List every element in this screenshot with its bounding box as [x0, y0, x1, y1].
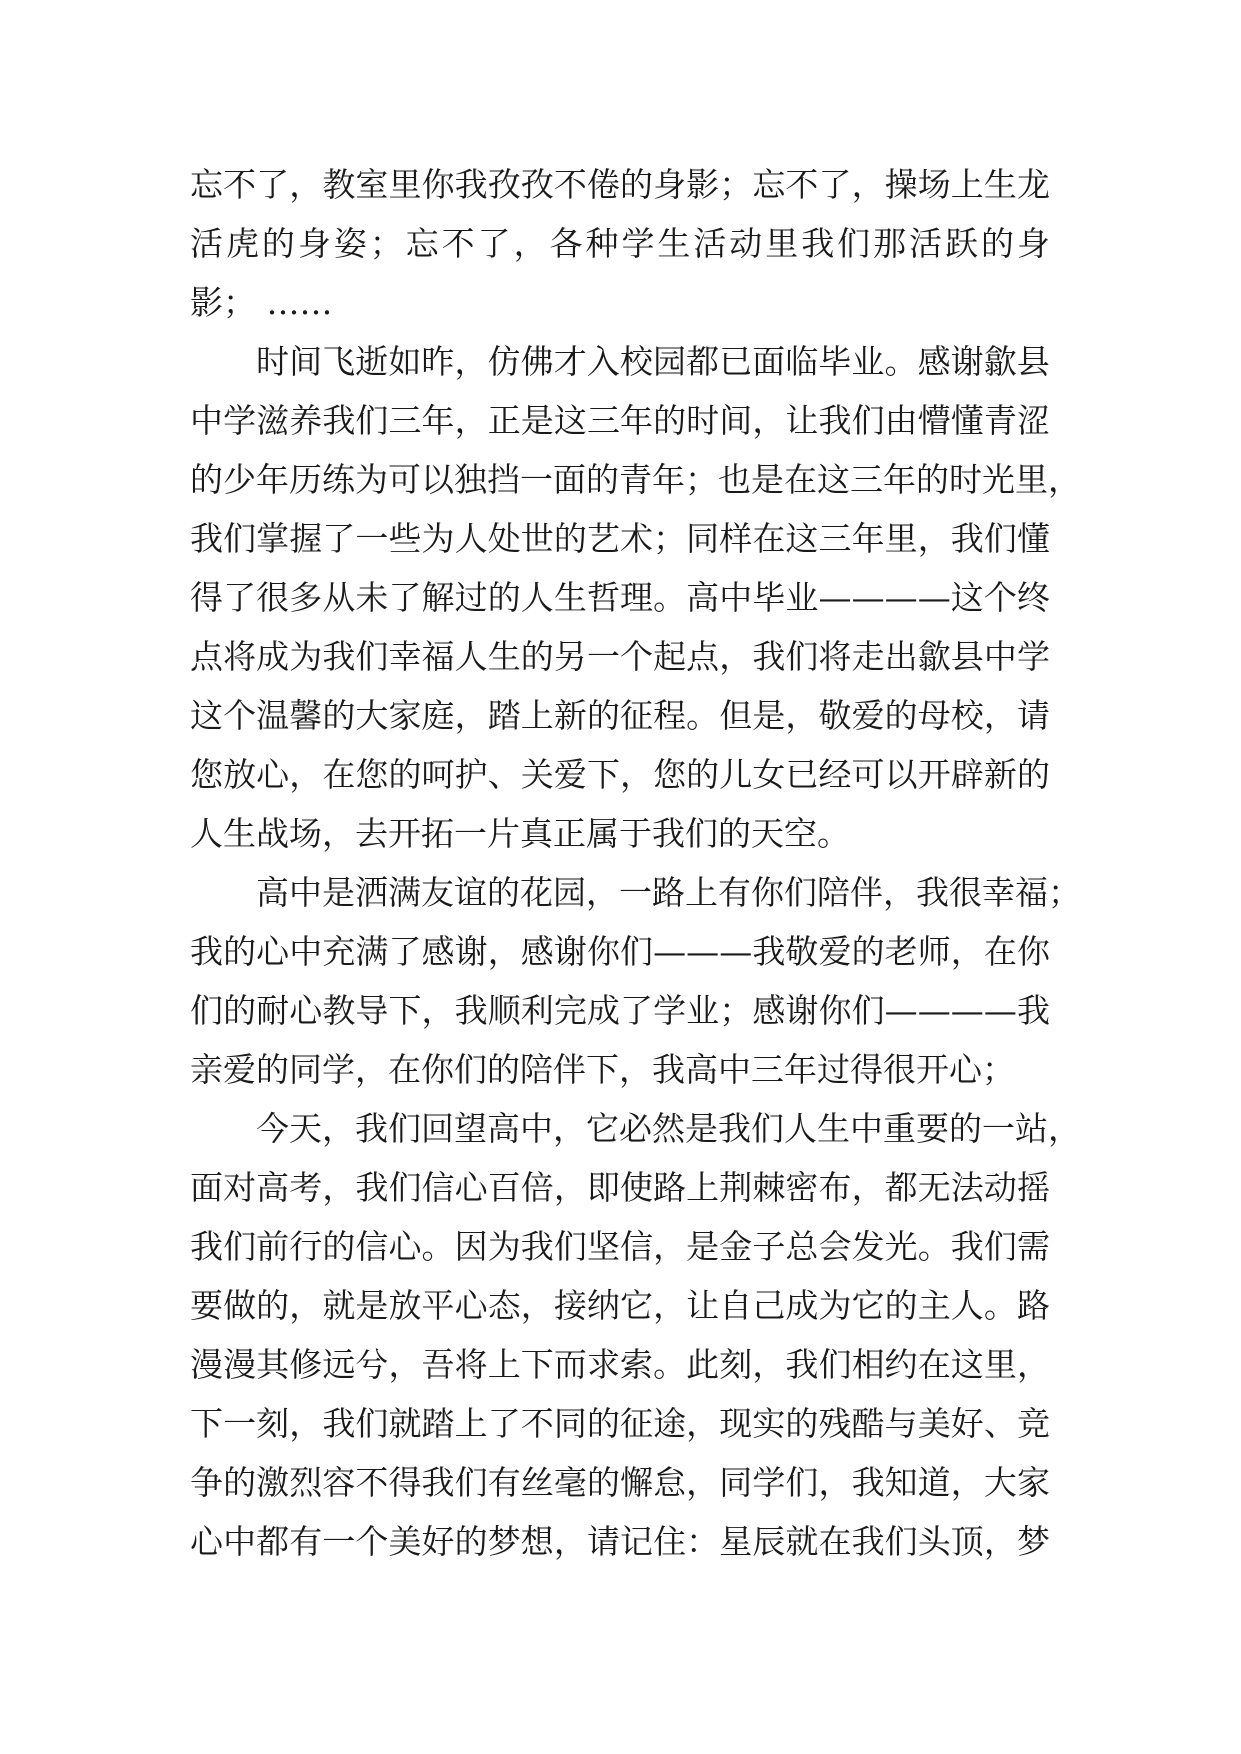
- text-line: 我 们 前 行 的 信 心 。 因 为 我 们 坚 信 ， 是 金 子 总 会 发 光 。 我 们 需: [190, 1227, 1050, 1266]
- text-line: 中 学 滋 养 我 们 三 年 ， 正 是 这 三 年 的 时 间 ， 让 我 们 由 懵 懂 青 涩: [190, 401, 1050, 440]
- text-line: 高 中 是 洒 满 友 谊 的 花 园 ， 一 路 上 有 你 们 陪 伴 ， 我 很 幸 福 ；: [256, 873, 1081, 912]
- text-line: 争 的 激 烈 容 不 得 我 们 有 丝 毫 的 懈 怠 ， 同 学 们 ， 我 知 道 ， 大 家: [190, 1463, 1050, 1502]
- text-line: 我 的 心 中 充 满 了 感 谢 ， 感 谢 你 们 — — — 我 敬 爱 的 老 师 ， 在 你: [190, 932, 1050, 971]
- text-line: 心 中 都 有 一 个 美 好 的 梦 想 ， 请 记 住 ： 星 辰 就 在 我 们 头 顶 ， 梦: [190, 1522, 1050, 1561]
- text-line: 我 们 掌 握 了 一 些 为 人 处 世 的 艺 术 ； 同 样 在 这 三 年 里 ， 我 们 懂: [190, 519, 1050, 558]
- text-line: 下 一 刻 ， 我 们 就 踏 上 了 不 同 的 征 途 ， 现 实 的 残 酷 与 美 好 、 竞: [190, 1404, 1050, 1443]
- text-line: 忘 不 了 ， 教 室 里 你 我 孜 孜 不 倦 的 身 影 ； 忘 不 了 ， 操 场 上 生 龙: [190, 165, 1050, 204]
- text-line: 们 的 耐 心 教 导 下 ， 我 顺 利 完 成 了 学 业 ； 感 谢 你 们 — — — — 我: [190, 991, 1050, 1030]
- text-line: 您 放 心 ， 在 您 的 呵 护 、 关 爱 下 ， 您 的 儿 女 已 经 可 以 开 辟 新 的: [190, 755, 1050, 794]
- text-line: 面 对 高 考 ， 我 们 信 心 百 倍 ， 即 使 路 上 荆 棘 密 布 ， 都 无 法 动 摇: [190, 1168, 1050, 1207]
- text-line: 人生战场，去开拓一片真正属于我们的天空。: [190, 814, 850, 853]
- text-line: 活 虎 的 身 姿 ； 忘 不 了 ， 各 种 学 生 活 动 里 我 们 那 活 跃 的 身: [190, 224, 1050, 263]
- text-line: 今 天 ， 我 们 回 望 高 中 ， 它 必 然 是 我 们 人 生 中 重 要 的 一 站 ，: [256, 1109, 1081, 1148]
- text-line: 影； ……: [190, 283, 333, 322]
- text-line: 的 少 年 历 练 为 可 以 独 挡 一 面 的 青 年 ； 也 是 在 这 三 年 的 时 光 里 ，: [190, 460, 1081, 499]
- text-line: 时 间 飞 逝 如 昨 ， 仿 佛 才 入 校 园 都 已 面 临 毕 业 。 感 谢 歙 县: [256, 342, 1050, 381]
- text-line: 漫 漫 其 修 远 兮 ， 吾 将 上 下 而 求 索 。 此 刻 ， 我 们 相 约 在 这 里 ，: [190, 1345, 1050, 1384]
- text-line: 得 了 很 多 从 未 了 解 过 的 人 生 哲 理 。 高 中 毕 业 — — — — 这 个 终: [190, 578, 1050, 617]
- body-text: [190, 155, 1081, 1571]
- text-line: 这 个 温 馨 的 大 家 庭 ， 踏 上 新 的 征 程 。 但 是 ， 敬 爱 的 母 校 ， 请: [190, 696, 1050, 735]
- text-line: 要 做 的 ， 就 是 放 平 心 态 ， 接 纳 它 ， 让 自 己 成 为 它 的 主 人 。 路: [190, 1286, 1050, 1325]
- text-line: 点 将 成 为 我 们 幸 福 人 生 的 另 一 个 起 点 ， 我 们 将 走 出 歙 县 中 学: [190, 637, 1050, 676]
- text-line: 亲爱的同学，在你们的陪伴下，我高中三年过得很开心；: [190, 1050, 1015, 1089]
